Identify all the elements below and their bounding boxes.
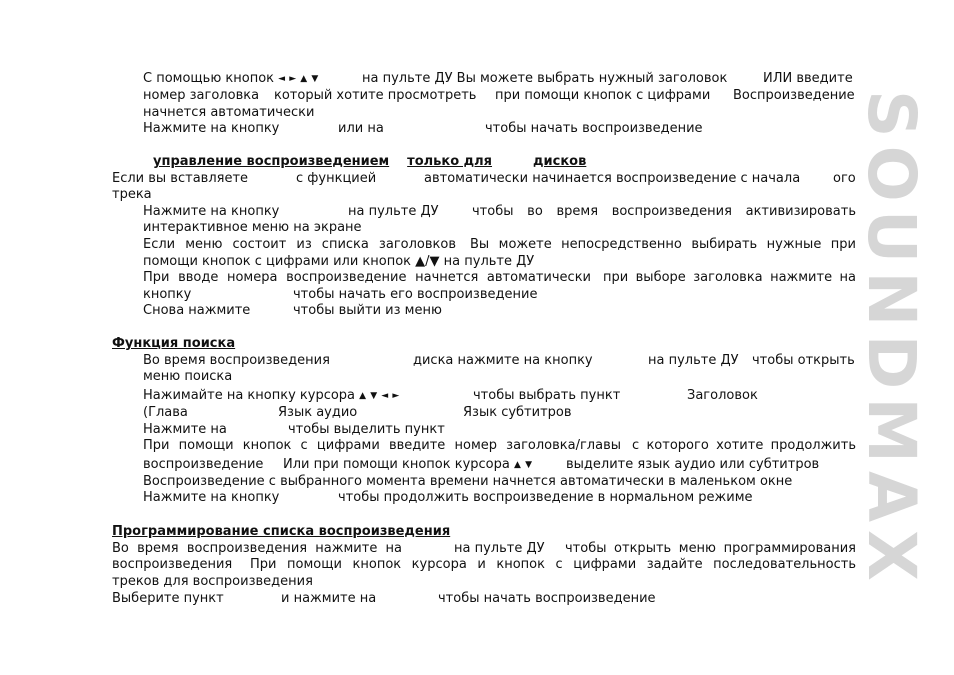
s1-line4-a: Нажмите на кнопку bbox=[143, 121, 280, 136]
s2-p3-a: Если меню состоит из списка заголовков bbox=[143, 237, 456, 252]
s3-p3-a: Нажмите на bbox=[143, 422, 227, 437]
s1-line2-a: номер заголовка bbox=[143, 88, 260, 103]
s2-p4-c: кнопку bbox=[143, 287, 192, 302]
up-arrow-icon: ▲ bbox=[359, 391, 367, 401]
s2-p1-d: ого bbox=[833, 171, 856, 186]
s2-p3-c: помощи кнопок с цифрами или кнопок ▲/▼ на пульте ДУ bbox=[143, 254, 535, 269]
s2-p2-c: чтобы во время воспроизведения активизировать bbox=[472, 204, 856, 219]
s3-p4-d: Или при помощи кнопок курсора ▲ ▼ bbox=[283, 457, 532, 472]
right-arrow-icon: ► bbox=[289, 74, 297, 84]
s2-p4-b: при выборе заголовка нажмите на bbox=[603, 270, 856, 285]
s1-line1-a: С помощью кнопок ◄ ► ▲ ▼ bbox=[143, 71, 319, 86]
s3-p2-c: Заголовок bbox=[687, 388, 758, 403]
s3-p6-a: Нажмите на кнопку bbox=[143, 490, 280, 505]
s4-p1-c: чтобы открыть меню программирования bbox=[565, 541, 856, 556]
s2-p1-b: с функцией bbox=[296, 171, 377, 186]
s4-p1-e: При помощи кнопок курсора и кнопок с цифрами задайте последовательность bbox=[250, 557, 856, 572]
s2-p4-a: При вводе номера воспроизведение начнется автоматически bbox=[143, 270, 591, 285]
s1-line2-b: который хотите просмотреть bbox=[274, 88, 477, 103]
s3-p1-a: Во время воспроизведения bbox=[143, 353, 330, 368]
s1-line1-b: на пульте ДУ Вы можете выбрать нужный заголовок bbox=[362, 71, 728, 86]
s3-p2-f: Язык субтитров bbox=[463, 405, 572, 420]
s3-p1-e: меню поиска bbox=[143, 369, 233, 384]
s1-line3: начнется автоматически bbox=[143, 105, 315, 120]
s3-p4-e: выделите язык аудио или субтитров bbox=[566, 457, 820, 472]
up-arrow-icon: ▲ bbox=[514, 460, 521, 470]
s3-p2-a: Нажимайте на кнопку курсора ▲ ▼ ◄ ► bbox=[143, 388, 400, 403]
s2-p3-b: Вы можете непосредственно выбирать нужные при bbox=[470, 237, 856, 252]
s2-p1-c: автоматически начинается воспроизведение с начала bbox=[424, 171, 801, 186]
s3-p1-c: на пульте ДУ bbox=[648, 353, 739, 368]
s3-p1-d: чтобы открыть bbox=[752, 353, 855, 368]
down-arrow-icon: ▼ bbox=[370, 391, 378, 401]
s3-p3-b: чтобы выделить пункт bbox=[288, 422, 445, 437]
s3-p4-b: с которого хотите продолжить bbox=[632, 438, 856, 453]
s2-p5-b: чтобы выйти из меню bbox=[293, 303, 442, 318]
s1-line1-c: ИЛИ введите bbox=[763, 71, 853, 86]
s2-p1-a: Если вы вставляете bbox=[112, 171, 249, 186]
s1-line2-d: Воспроизведение bbox=[733, 88, 855, 103]
s4-p1-a: Во время воспроизведения нажмите на bbox=[112, 541, 402, 556]
s3-p4-c: воспроизведение bbox=[143, 457, 264, 472]
soundmax-watermark bbox=[852, 44, 930, 634]
s2-p5-a: Снова нажмите bbox=[143, 303, 251, 318]
brand-logo-text: SOUNDMAX bbox=[852, 89, 930, 589]
s3-p6-b: чтобы продолжить воспроизведение в нормальном режиме bbox=[338, 490, 753, 505]
right-arrow-icon: ► bbox=[392, 391, 400, 401]
left-arrow-icon: ◄ bbox=[278, 74, 286, 84]
s2-p2-d: интерактивное меню на экране bbox=[143, 220, 362, 235]
s3-p2-e: Язык аудио bbox=[278, 405, 358, 420]
s4-p1-d: воспроизведения bbox=[112, 557, 233, 572]
s2-p2-a: Нажмите на кнопку bbox=[143, 204, 280, 219]
s4-p2-c: чтобы начать воспроизведение bbox=[438, 591, 656, 606]
s4-p1-f: треков для воспроизведения bbox=[112, 574, 313, 589]
down-arrow-icon: ▼ bbox=[525, 460, 532, 470]
s3-p2-d: (Глава bbox=[143, 405, 188, 420]
s4-p2-a: Выберите пункт bbox=[112, 591, 224, 606]
s4-p1-b: на пульте ДУ bbox=[454, 541, 545, 556]
up-arrow-icon: ▲ bbox=[300, 74, 308, 84]
s2-p1-e: трека bbox=[112, 187, 152, 202]
s1-line4-c: чтобы начать воспроизведение bbox=[485, 121, 703, 136]
s1-line2-c: при помощи кнопок с цифрами bbox=[495, 88, 711, 103]
section3-heading: Функция поиска bbox=[112, 336, 236, 351]
left-arrow-icon: ◄ bbox=[381, 391, 389, 401]
s2-p2-b: на пульте ДУ bbox=[348, 204, 439, 219]
s3-p1-b: диска нажмите на кнопку bbox=[413, 353, 593, 368]
s3-p4-a: При помощи кнопок с цифрами введите номер заголовка/главы bbox=[143, 438, 621, 453]
s2-p4-d: чтобы начать его воспроизведение bbox=[293, 287, 538, 302]
section4-heading: Программирование списка воспроизведения bbox=[112, 524, 451, 539]
section2-heading: управление воспроизведением только для дисков bbox=[153, 154, 587, 169]
down-arrow-icon: ▼ bbox=[311, 74, 319, 84]
s3-p5: Воспроизведение с выбранного момента времени начнется автоматически в маленьком окне bbox=[143, 474, 793, 489]
s1-line4-b: или на bbox=[338, 121, 384, 136]
s4-p2-b: и нажмите на bbox=[281, 591, 377, 606]
s3-p2-b: чтобы выбрать пункт bbox=[473, 388, 621, 403]
